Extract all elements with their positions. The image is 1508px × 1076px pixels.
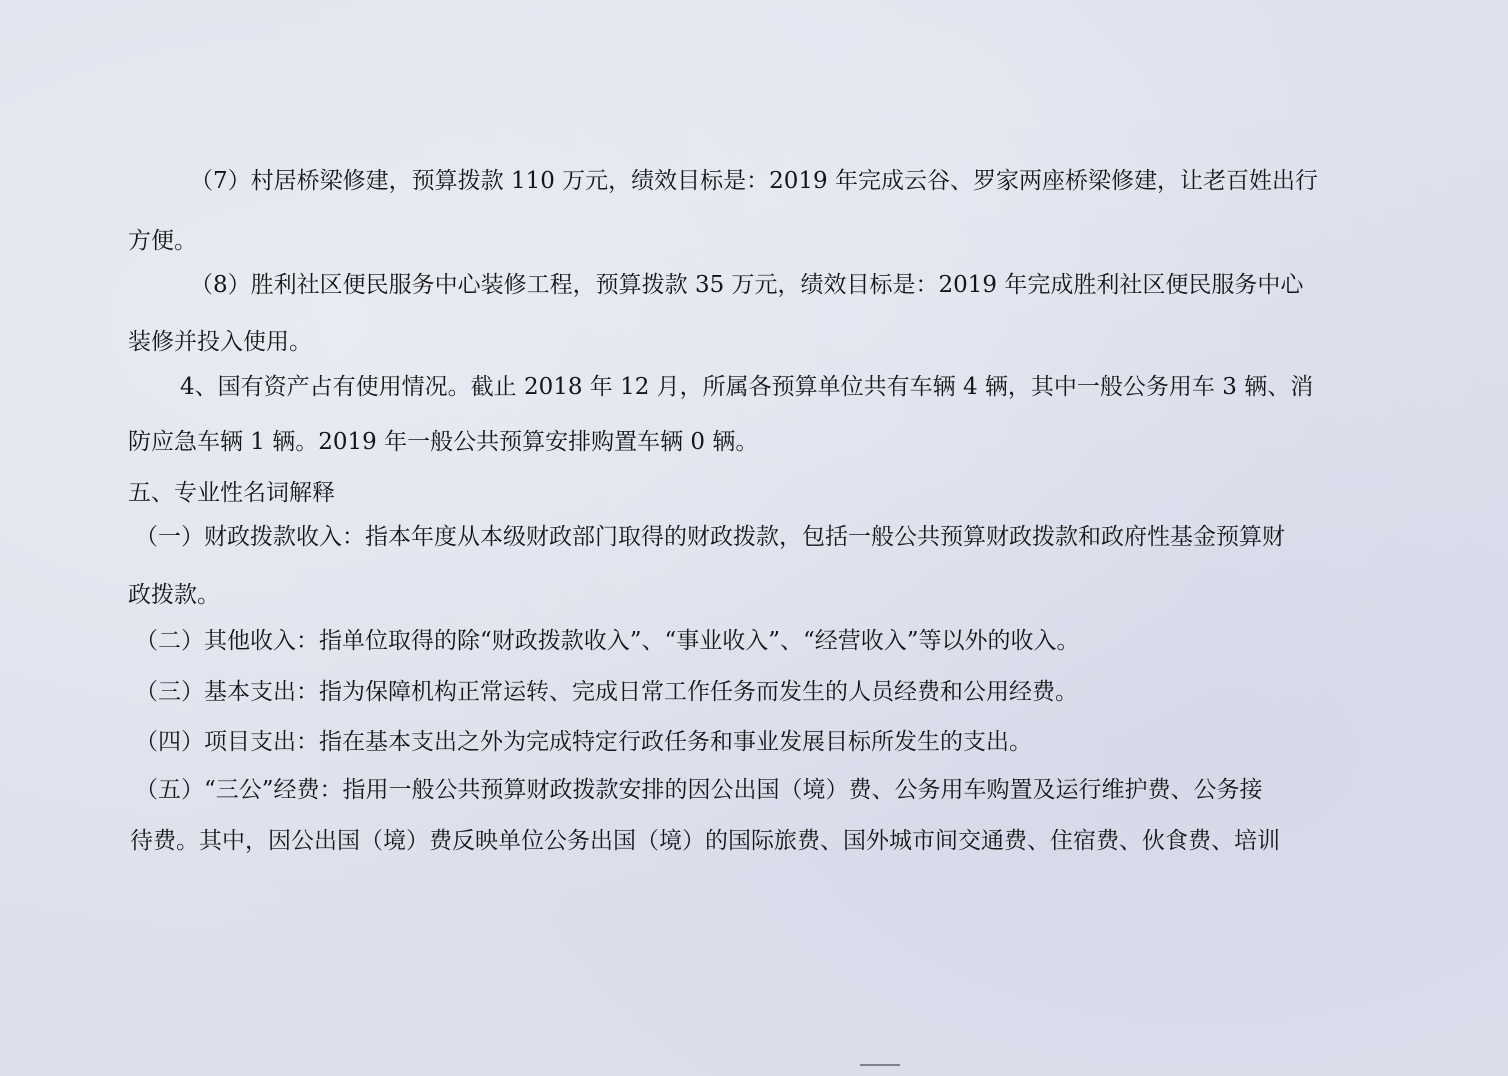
paragraph-line: （五）“三公”经费：指用一般公共预算财政拨款安排的因公出国（境）费、公务用车购置及运行维护费、公务接 — [135, 777, 1263, 803]
paragraph-line: （一）财政拨款收入：指本年度从本级财政部门取得的财政拨款，包括一般公共预算财政拨款和政府性基金预算财 — [135, 524, 1285, 550]
paragraph-line: 政拨款。 — [128, 582, 220, 608]
paragraph-line: （二）其他收入：指单位取得的除“财政拨款收入”、“事业收入”、“经营收入”等以外的收入。 — [135, 628, 1080, 654]
paragraph-line: （7）村居桥梁修建，预算拨款 110 万元，绩效目标是：2019 年完成云谷、罗家两座桥梁修建，让老百姓出行 — [190, 168, 1318, 194]
paragraph-line: 方便。 — [128, 228, 197, 254]
paragraph-line: 防应急车辆 1 辆。2019 年一般公共预算安排购置车辆 0 辆。 — [128, 429, 759, 455]
paragraph-line: 4、国有资产占有使用情况。截止 2018 年 12 月，所属各预算单位共有车辆 4 辆，其中一般公务用车 3 辆、消 — [180, 374, 1314, 400]
footer-mark — [860, 1064, 900, 1072]
paragraph-line: （8）胜利社区便民服务中心装修工程，预算拨款 35 万元，绩效目标是：2019 年完成胜利社区便民服务中心 — [190, 272, 1304, 298]
paragraph-line: 待费。其中，因公出国（境）费反映单位公务出国（境）的国际旅费、国外城市间交通费、住宿费、伙食费、培训 — [130, 828, 1280, 854]
paragraph-line: （四）项目支出：指在基本支出之外为完成特定行政任务和事业发展目标所发生的支出。 — [135, 729, 1032, 755]
section-heading: 五、专业性名词解释 — [128, 480, 335, 506]
paragraph-line: （三）基本支出：指为保障机构正常运转、完成日常工作任务而发生的人员经费和公用经费。 — [135, 679, 1078, 705]
paragraph-line: 装修并投入使用。 — [128, 329, 312, 355]
